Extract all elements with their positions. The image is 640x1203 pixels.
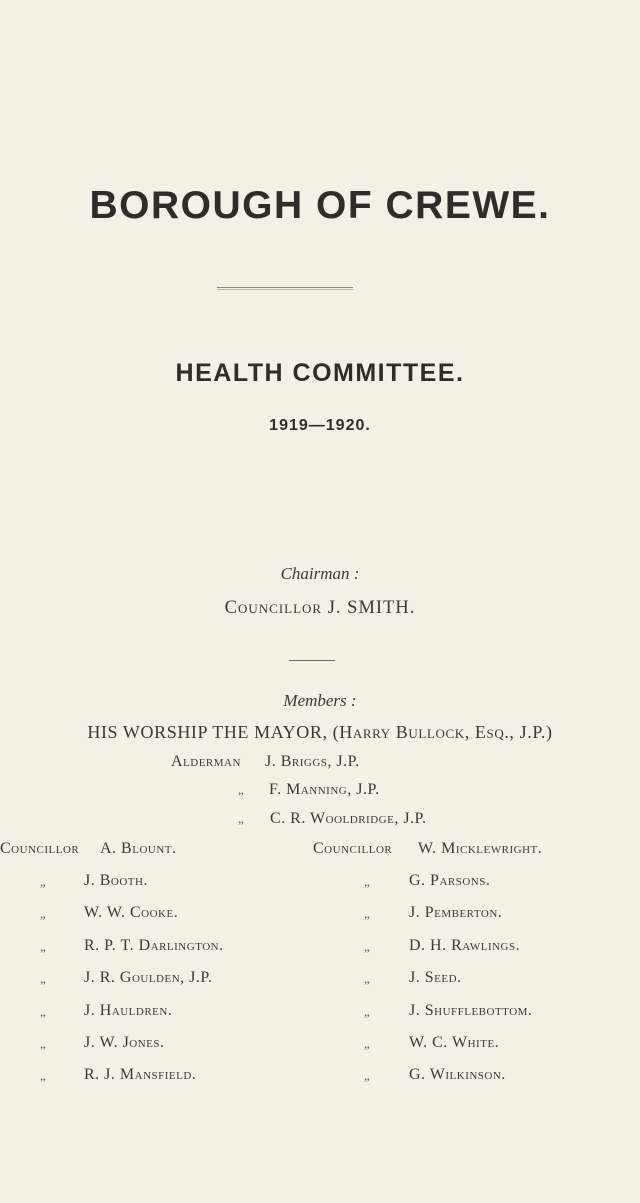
ditto-mark: „ [238, 782, 245, 797]
ditto-mark: „ [40, 971, 47, 986]
ditto-mark: „ [40, 1068, 47, 1083]
ditto-mark: „ [364, 1036, 371, 1051]
alderman-name: F. Manning, J.P. [269, 781, 380, 798]
ditto-mark: „ [40, 1004, 47, 1019]
alderman-prefix: Alderman [171, 753, 241, 770]
ditto-mark: „ [364, 1068, 371, 1083]
councillor-name: J. Pemberton. [409, 904, 503, 921]
section-divider [289, 660, 335, 661]
councillor-name: J. Hauldren. [84, 1002, 173, 1019]
ditto-mark: „ [40, 874, 47, 889]
chairman-heading: Chairman : [280, 564, 360, 583]
councillor-prefix: Councillor [0, 840, 80, 857]
councillor-name: J. W. Jones. [84, 1034, 165, 1051]
ditto-mark: „ [40, 1036, 47, 1051]
councillor-name: G. Wilkinson. [409, 1066, 506, 1083]
councillor-name: A. Blount. [100, 840, 177, 857]
councillor-name: W. Micklewright. [418, 840, 543, 857]
members-heading: Members : [283, 691, 357, 710]
councillor-name: D. H. Rawlings. [409, 937, 521, 954]
ditto-mark: „ [40, 906, 47, 921]
councillor-name: J. R. Goulden, J.P. [84, 969, 213, 986]
councillor-name: R. J. Mansfield. [84, 1066, 197, 1083]
alderman-name: J. Briggs, J.P. [265, 753, 360, 770]
councillor-name: J. Seed. [409, 969, 462, 986]
councillor-prefix: Councillor [313, 840, 393, 857]
alderman-name: C. R. Wooldridge, J.P. [270, 810, 427, 827]
title-divider [217, 287, 353, 290]
ditto-mark: „ [364, 971, 371, 986]
ditto-mark: „ [364, 1004, 371, 1019]
councillor-name: J. Booth. [84, 872, 148, 889]
borough-title: BOROUGH OF CREWE. [89, 184, 551, 227]
committee-years: 1919—1920. [269, 417, 371, 434]
councillor-name: W. C. White. [409, 1034, 500, 1051]
ditto-mark: „ [40, 939, 47, 954]
chairman-name: Councillor J. SMITH. [224, 598, 416, 618]
councillor-name: G. Parsons. [409, 872, 491, 889]
ditto-mark: „ [364, 939, 371, 954]
mayor-line: HIS WORSHIP THE MAYOR, (Harry Bullock, Esq., J.P.) [87, 722, 553, 742]
councillor-name: W. W. Cooke. [84, 904, 179, 921]
ditto-mark: „ [238, 811, 245, 826]
ditto-mark: „ [364, 906, 371, 921]
ditto-mark: „ [364, 874, 371, 889]
committee-title: HEALTH COMMITTEE. [175, 359, 465, 387]
councillor-name: J. Shufflebottom. [409, 1002, 533, 1019]
councillor-name: R. P. T. Darlington. [84, 937, 224, 954]
